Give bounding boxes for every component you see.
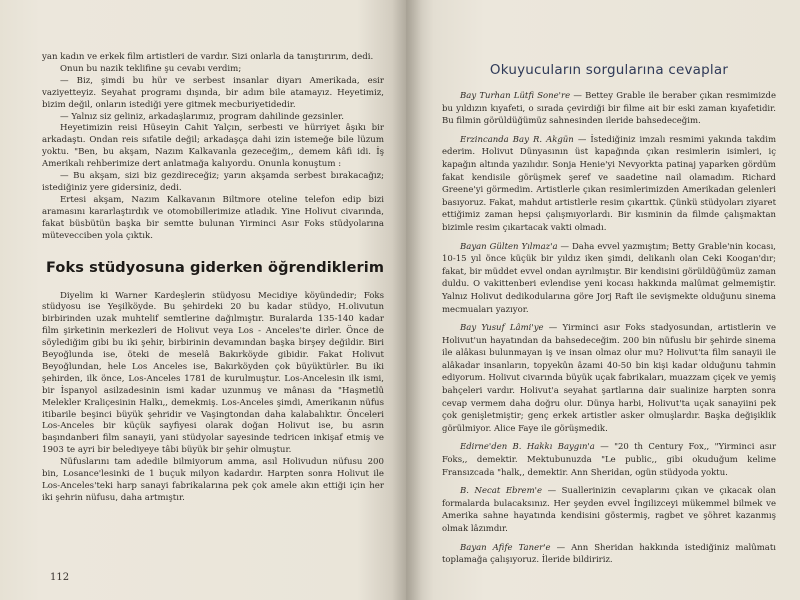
section-heading: Foks stüdyosuna giderken öğrendiklerim xyxy=(46,259,385,276)
paragraph: — Yalnız siz geliniz, arkadaşlarımız, program dahilinde gezsinler. xyxy=(60,111,344,122)
answer-text: — Suallerinizin cevaplarını çıkan ve çıkacak olan formalarda bulacaksınız. Her şeyden evvel İngilizceyi mükemmel bilmek ve Amerika sahne hayatında kendisini göstermiş, ragbet ve şöhret kazanmış olmak lâzımdır. xyxy=(442,486,776,534)
answer-text: — Bettey Grable ile beraber çıkan resmimizde bu yıldızın kıyafeti, o sırada çevirdiği bir filme ait bir eski zaman kıyafetidir. Bu filmin görüldüğümüz sahnesinden ileride bahsedeceğim. xyxy=(442,91,776,127)
right-page xyxy=(406,0,800,600)
answer-text: — Ann Sheridan hakkında istediğiniz malûmatı toplamağa çalışıyoruz. İleride bildiririz. xyxy=(442,542,776,566)
recipient: Bay Yusuf Lâmi'ye xyxy=(460,323,544,334)
paragraph: Nüfuslarını tam adedile bilmiyorum amma, asıl Holivudun nüfusu 200 bin, Losance'lesinki de 1 buçuk milyon kadardır. Harpten sonra Holivut ile Los-Anceles'teki harp sanayi fabrikalarına pek çok amele akın ettiği için her iki şehrin nüfusu, daha artmıştır. xyxy=(42,457,384,503)
answer-item xyxy=(442,322,776,435)
answer-text: — "20 th Century Fox,, "Yirminci asır Foks,, demektir. Mektubunuzda "Le public,, gibi okuduğum kelime Fransızcada "halk,, demektir. Ann Sheridan, ogün stüdyoda yoktu. xyxy=(442,442,777,478)
recipient: Bayan Afife Taner'e xyxy=(460,542,551,553)
paragraph: Ertesi akşam, Nazım Kalkavanın Biltmore oteline telefon edip bizi aramasını kararlaştırdık ve otomobillerimize atladık. Yine Holivut civarında, fakat büsbütün başka bir semtte bulunan Yirminci Asır Foks stüdyolarına mütevecciben yola çıktık. xyxy=(42,194,384,241)
page-number: 112 xyxy=(50,572,70,583)
recipient: Erzincanda Bay R. Akgün xyxy=(460,134,574,145)
answer-text: — Yirminci asır Foks stadyosundan, artistlerin ve Holivut'un hayatından da bahsedeceğim. 200 bin nüfuslu bir şehirde sinema ile alâkası bulunmayan iş ve insan olmaz olur mu? Holivut'ta film sanayii ile alâkadar insanların, topyekûn âzami 40-50 bin kişi kadar olduğunu tahmin ediyorum. Holivut civarında büyük uçak fabrikaları, muazzam çiçek ve yemiş bahçeleri vardır. Holivut'a seyahat şartlarına dair sualinize harpten sonra cevap vermem daha doğru olur. Dünya harbi, Holivut'ta uçak sanayiini pek çok genişletmiştir; genç erkek artistler asker olmuşlardır. Başka değişiklik görülmiyor. Alice Faye ile görüşmedik. xyxy=(442,323,776,434)
paragraph: Heyetimizin reisi Hüseyin Cahit Yalçın, serbesti ve hürriyet âşıkı bir arkadaştı. Ondan reis sıfatile değil; arkadaşça dahi izin istemeğe bile lüzum yoktu. "Ben, bu akşam, Nazım Kalkavanla gezeceğim,, demem kâfi idi. İş Amerikalı rehberimize dert anlatmağa kalıyordu. Onunla konuştum : xyxy=(42,123,384,170)
recipient: Bay Turhan Lütfi Sone're xyxy=(460,91,571,101)
answer-item xyxy=(442,90,776,128)
paragraph: Onun bu nazik teklifine şu cevabı verdim; xyxy=(60,63,242,74)
answer-item xyxy=(442,485,776,535)
paragraph: — Biz, şimdi bu hür ve serbest insanlar diyarı Amerikada, esir vaziyetteyiz. Seyahat programı dışında, bir adım bile atamayız. Heyetimiz, bizim değil, onların istediği yere gitmek mecburiyetidedir. xyxy=(42,75,384,110)
answer-text: — İstediğiniz imzalı resmimi yakında takdim ederim. Holivut Dünyasının üst kapağında çıkan resimlerin isimleri, iç kapağın altında yazılıdır. Sonja Henie'yi Nevyorkta patinaj yaparken gördüm fakat kendisile görüşmek şeref ve saadetine nail olamadım. Richard Greene'yi görmedim. Artistlerle çıkan resimlerimizden Amerikadan gelenleri basıyoruz. Fakat, mahdut artistlerle resim çıkarttık. Çünkü stüdyoları ziyaret ettiğimiz zaman hepsi çalışmıyorlardı. Bir kısminin da filmde çalışmaktan bizimle resim çıkartacak vakti olmadı. xyxy=(442,134,777,233)
paragraph: Diyelim ki Warner Kardeşlerin stüdyosu Mecidiye köyündedir; Foks stüdyosu ise Yeşilköyde. Bu şehirdeki 20 bu kadar stüdyo, H.olivutun birbirinden uzak muhtelif semtlerine dağılmıştır. Buralarda 135-140 kadar film şirketinin merkezleri de Holivut veya Los - Anceles'te dirler. Önce de söylediğim gibi bu iki şehir, birbirinin devamından başka birşey değildir. Biri Beyoğlunda ise, öteki de meselâ Bakırköyde gibidir. Fakat Holivut Beyoğlundan, hele Los Anceles ise, Bakırköyden çok büyüktürler. Bu iki şehirden, ilk önce, Los-Anceles 1781 de kurulmuştur. Los-Ancelesin ilk ismi, bir İspanyol asilzadesinin ismi kadar uzunmuş ve mânası da "Haşmetlû Melekler Kraliçesinin Halkı,, demekmiş. Los-Anceles şimdi, Amerikanın nüfus itibarile beşinci büyük şehridir ve Vaşingtondan daha kalabalıktır. Önceleri Los-Anceles bir küçük sayfiyesi olarak doğan Holivut ise, bu asrın başındanberi film sanayii, yani stüdyolar sayesinde tedricen inkişaf etmiş ve 1903 te ayri bir belediyeye tâbi büyük bir şehir olmuştur. xyxy=(42,290,384,456)
recipient: B. Necat Ebrem'e xyxy=(460,486,542,497)
answer-text: — Daha evvel yazmıştım; Betty Grable'nin kocası, 10-15 yıl önce küçük bir yıldız iken şimdi, delikanlı olan Ceki Koogan'dır; fakat, bir müddet evvel ondan ayrılmıştır. Bir kendisini görüldüğümüz zaman duldu. O vakittenberi evlendise yeni kocası hakkında malûmat gelmemiştir. Yalnız Holivut dedikodularına göre Jorj Raft ile sevişmekte olduğunu sinema mecmuaları yazıyor. xyxy=(442,241,776,315)
paragraph: — Bu akşam, sizi biz gezdireceğiz; yarın akşamda serbest bırakacağız; istediğiniz yere gidersiniz, dedi. xyxy=(42,171,384,193)
recipient: Bayan Gülten Yılmaz'a xyxy=(460,241,558,252)
recipient: Edirne'den B. Hakkı Baygın'a xyxy=(460,442,595,453)
page-title: Okuyucuların sorgularına cevaplar xyxy=(489,62,729,78)
answer-item xyxy=(442,441,776,479)
answer-item xyxy=(442,241,776,317)
answer-item xyxy=(442,542,776,567)
answer-item xyxy=(442,134,776,235)
paragraph: yan kadın ve erkek film artistleri de vardır. Sizi onlarla da tanıştırırım, dedi. xyxy=(42,52,374,62)
